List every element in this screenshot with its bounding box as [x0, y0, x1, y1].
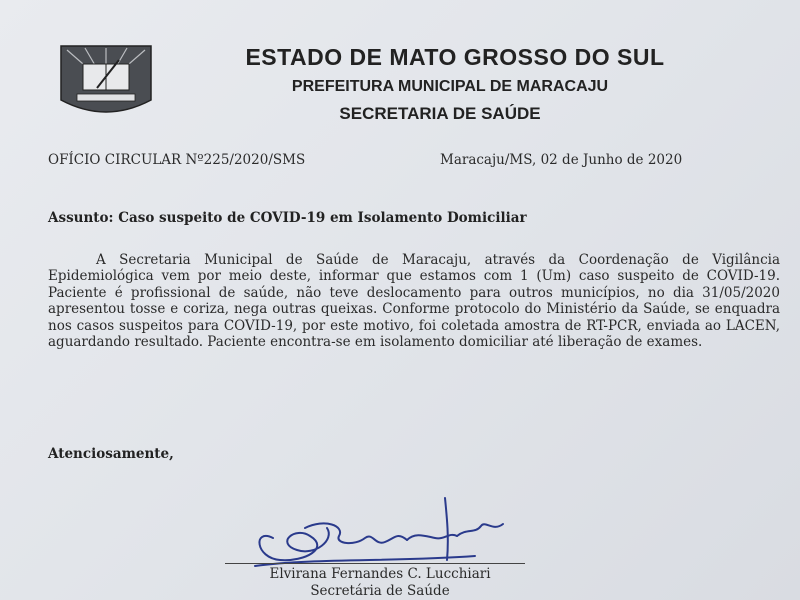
- signer-name: Elvirana Fernandes C. Lucchiari: [269, 566, 491, 582]
- state-title: ESTADO DE MATO GROSSO DO SUL: [245, 44, 665, 70]
- document-reference: OFÍCIO CIRCULAR Nº225/2020/SMS: [48, 152, 306, 168]
- handwritten-signature: [235, 488, 535, 578]
- department-title: SECRETARIA DE SAÚDE: [339, 104, 541, 123]
- body-paragraph: A Secretaria Municipal de Saúde de Maracaju, através da Coordenação de Vigilância Epidemiológica vem por meio deste, informar que estamos com 1 (Um) caso suspeito de COVID-19. Paciente é profissional de saúde, não teve deslocamento para outros municípios, no dia 31/05/2020 apresentou tosse e coriza, nega outras queixas. Conforme protocolo do Ministério da Saúde, se enquadra nos casos suspeitos para COVID-19, por este motivo, foi coletada amostra de RT-PCR, enviada ao LACEN, aguardando resultado. Paciente encontra-se em isolamento domiciliar até liberação de exames.: [48, 252, 780, 351]
- prefecture-title: PREFEITURA MUNICIPAL DE MARACAJU: [291, 78, 609, 95]
- signature-line: [225, 563, 525, 564]
- place-date: Maracaju/MS, 02 de Junho de 2020: [440, 152, 683, 168]
- subject-line: Assunto: Caso suspeito de COVID-19 em Isolamento Domiciliar: [48, 210, 527, 226]
- signer-role: Secretária de Saúde: [310, 583, 450, 599]
- closing-text: Atenciosamente,: [48, 446, 174, 462]
